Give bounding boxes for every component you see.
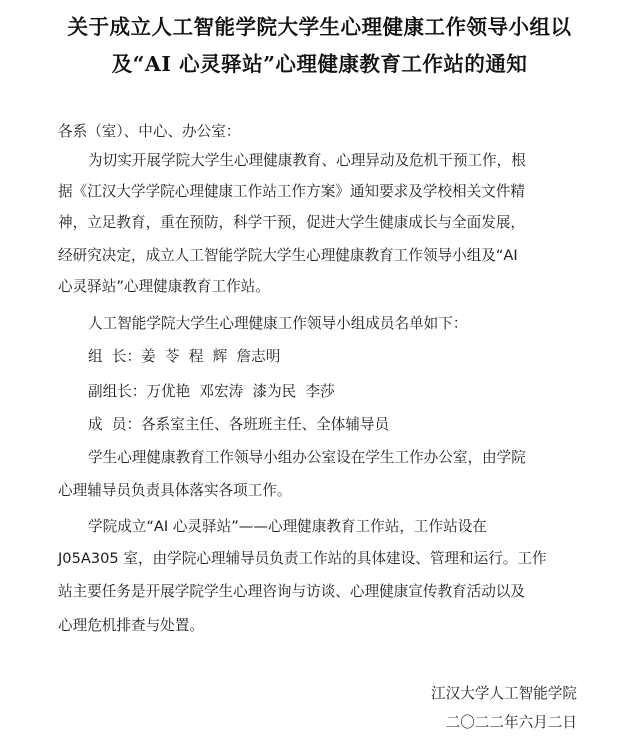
paragraph-3-line-2: J05A305 室，由学院心理辅导员负责工作站的具体建设、管理和运行。工作 bbox=[58, 550, 547, 567]
signature-org: 江汉大学人工智能学院 bbox=[431, 685, 577, 702]
paragraph-1-line-2: 据《江汉大学学院心理健康工作站工作方案》通知要求及学校相关文件精 bbox=[58, 183, 526, 200]
paragraph-2-line-2: 心理辅导员负责具体落实各项工作。 bbox=[58, 482, 292, 499]
vice-leader-line: 副组长：万优艳 邓宏涛 漆为民 李莎 bbox=[88, 383, 335, 400]
paragraph-1-line-4: 经研究决定，成立人工智能学院大学生心理健康教育工作领导小组及“AI bbox=[58, 247, 518, 264]
notice-title-line-1: 关于成立人工智能学院大学生心理健康工作领导小组以 bbox=[67, 15, 572, 39]
paragraph-3-line-4: 心理危机排查与处置。 bbox=[58, 617, 204, 634]
paragraph-1-line-5: 心灵驿站”心理健康教育工作站。 bbox=[58, 278, 270, 295]
leader-line: 组 长：姜 苓 程 辉 詹志明 bbox=[88, 348, 281, 365]
paragraph-2-line-1: 学生心理健康教育工作领导小组办公室设在学生工作办公室，由学院 bbox=[88, 449, 526, 466]
paragraph-1-line-3: 神，立足教育，重在预防，科学干预，促进大学生健康成长与全面发展， bbox=[58, 214, 526, 231]
paragraph-3-line-3: 站主要任务是开展学院学生心理咨询与访谈、心理健康宣传教育活动以及 bbox=[58, 583, 526, 600]
members-line: 成 员：各系室主任、各班班主任、全体辅导员 bbox=[88, 416, 390, 433]
signature-date: 二〇二二年六月二日 bbox=[445, 714, 577, 731]
paragraph-1-line-1: 为切实开展学院大学生心理健康教育、心理异动及危机干预工作，根 bbox=[88, 152, 526, 169]
notice-title-line-2: 及“AI 心灵驿站”心理健康教育工作站的通知 bbox=[111, 52, 528, 76]
salutation: 各系（室）、中心、办公室： bbox=[58, 123, 241, 140]
members-intro: 人工智能学院大学生心理健康工作领导小组成员名单如下： bbox=[88, 315, 468, 332]
paragraph-3-line-1: 学院成立“AI 心灵驿站”——心理健康教育工作站，工作站设在 bbox=[88, 518, 487, 535]
